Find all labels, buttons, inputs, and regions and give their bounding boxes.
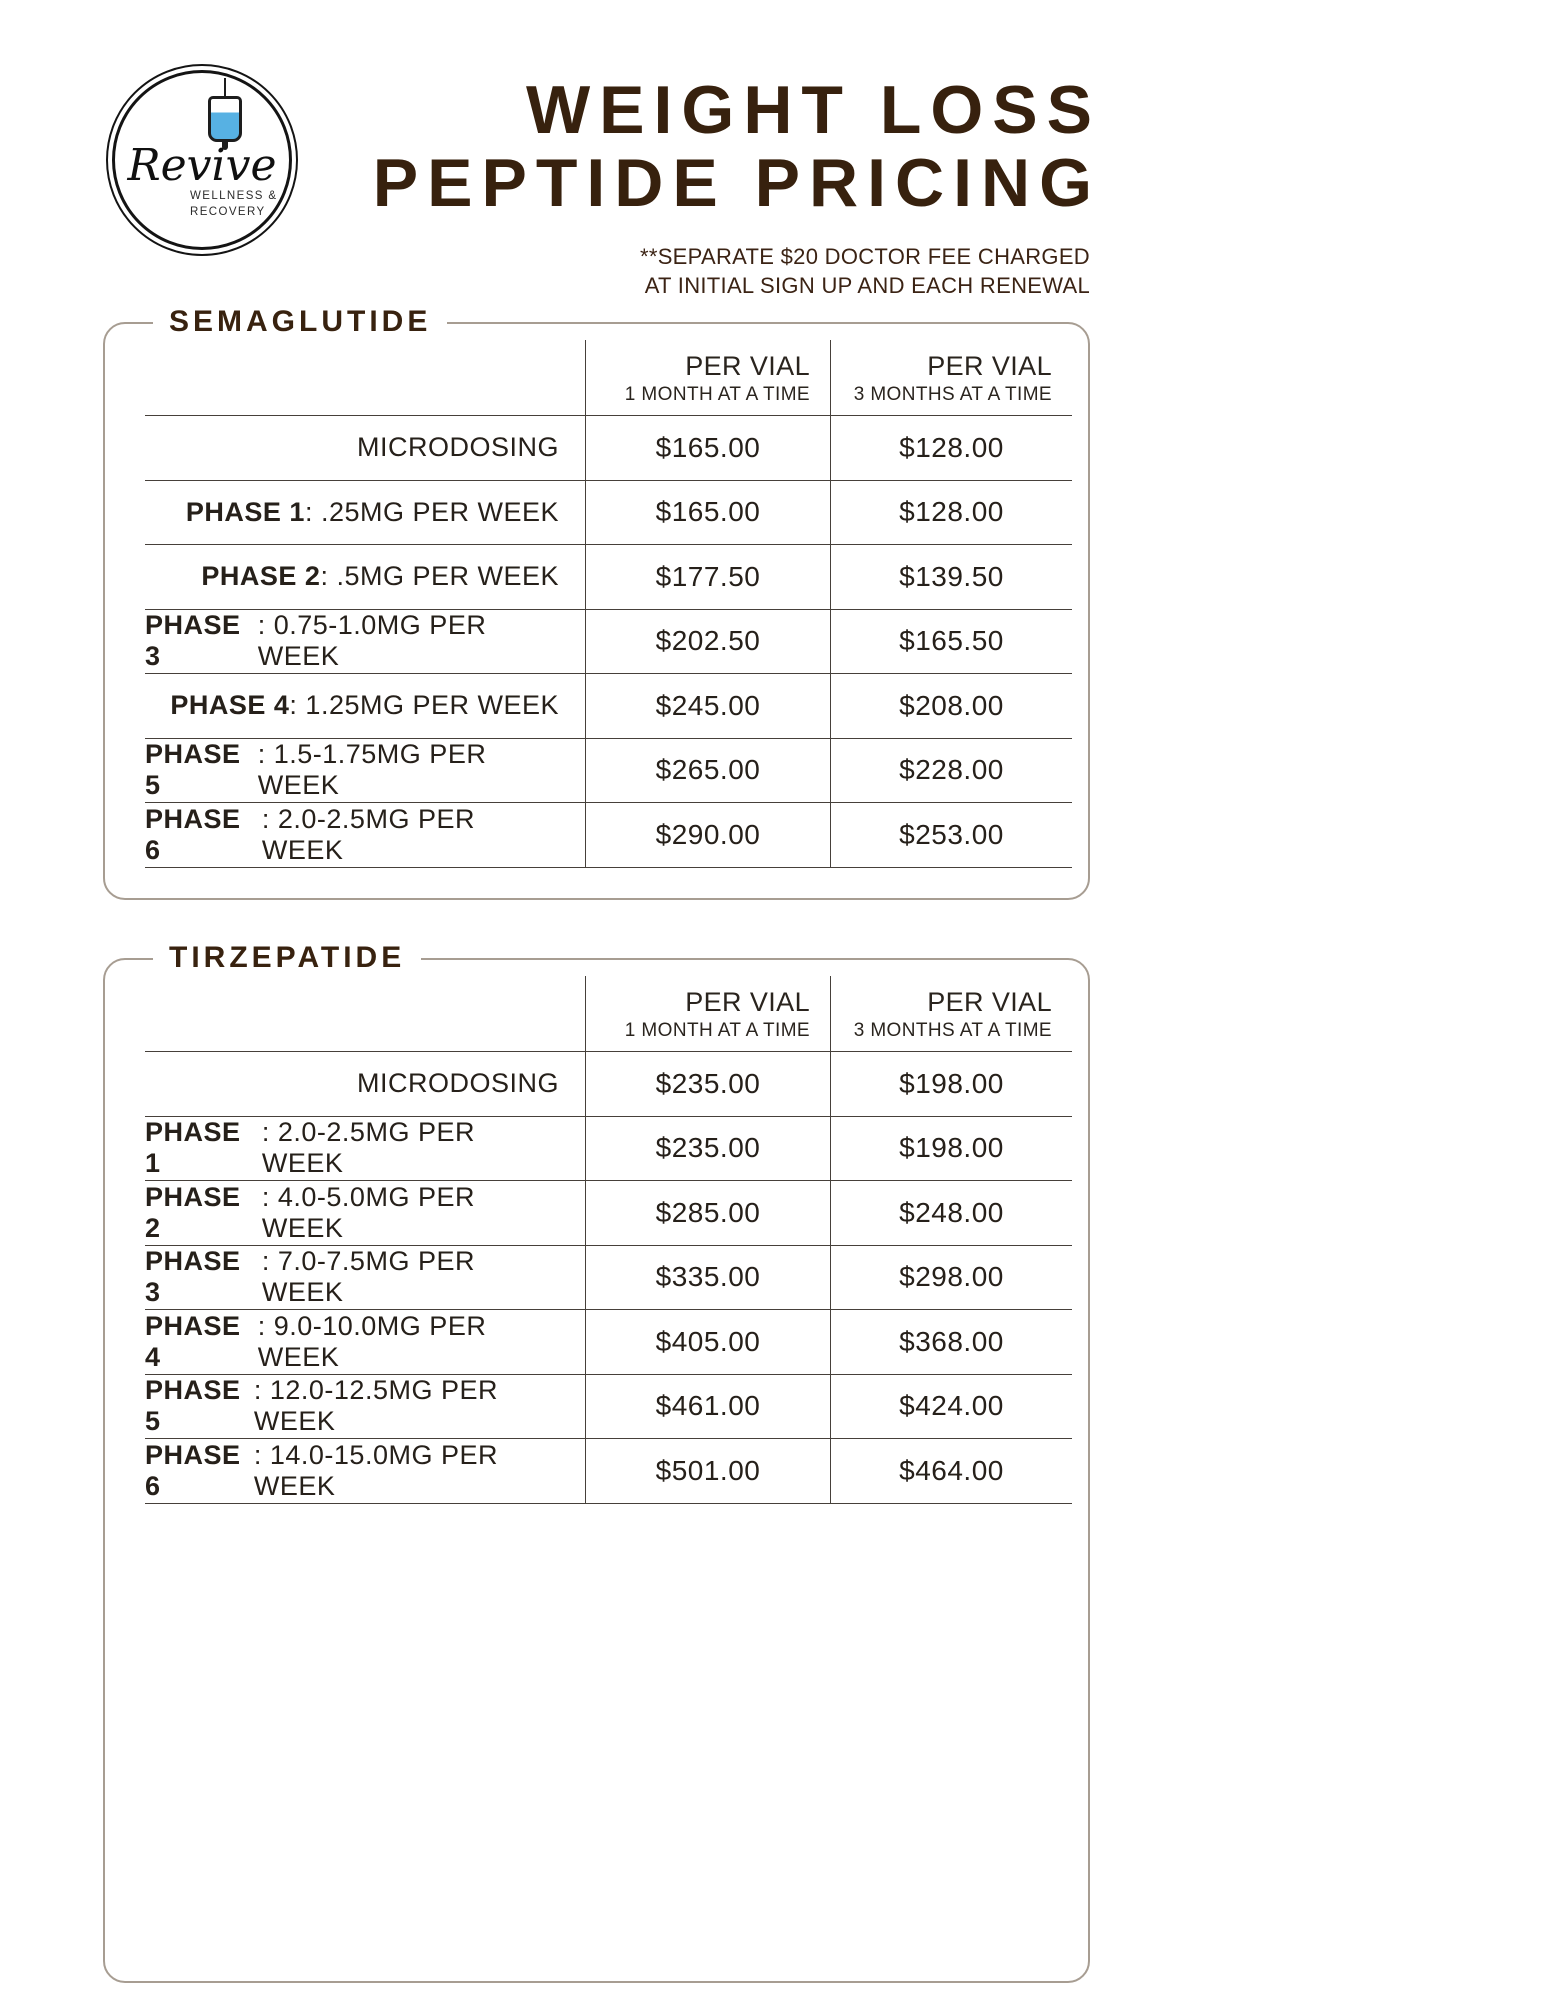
price-1-month: $501.00 bbox=[585, 1439, 830, 1504]
dose-label: : 9.0-10.0MG PER WEEK bbox=[257, 1310, 487, 1372]
logo-subtitle-line2: RECOVERY bbox=[190, 206, 266, 219]
dose-label: : 7.0-7.5MG PER WEEK bbox=[261, 1246, 475, 1308]
semaglutide-section bbox=[103, 305, 1090, 900]
doctor-fee-note-line2: AT INITIAL SIGN UP AND EACH RENEWAL bbox=[644, 273, 1090, 299]
phase-label: PHASE 2 bbox=[201, 561, 321, 592]
one-month-label: 1 MONTH AT A TIME bbox=[624, 384, 810, 405]
dose-label: : 1.5-1.75MG PER WEEK bbox=[257, 739, 487, 801]
dose-label: : 0.75-1.0MG PER WEEK bbox=[257, 610, 487, 672]
section-title-semaglutide: SEMAGLUTIDE bbox=[153, 303, 447, 341]
header-blank-cell bbox=[145, 976, 585, 1052]
price-1-month: $335.00 bbox=[585, 1246, 830, 1311]
row-label bbox=[145, 545, 585, 610]
page-title-line2: PEPTIDE PRICING bbox=[372, 145, 1101, 222]
price-3-months: $298.00 bbox=[830, 1246, 1072, 1311]
iv-drip-line bbox=[224, 78, 226, 98]
row-label bbox=[145, 1310, 585, 1375]
logo-subtitle-line1: WELLNESS & bbox=[190, 190, 278, 202]
phase-label: PHASE 6 bbox=[145, 803, 241, 865]
price-1-month: $235.00 bbox=[585, 1117, 830, 1182]
phase-label: PHASE 3 bbox=[145, 610, 241, 672]
dose-label: : .5MG PER WEEK bbox=[320, 561, 559, 592]
header-per-vial-1-month bbox=[585, 340, 830, 416]
per-vial-label: PER VIAL bbox=[685, 351, 810, 381]
doctor-fee-note bbox=[640, 242, 1090, 300]
header-per-vial-3-months bbox=[830, 976, 1072, 1052]
price-1-month: $290.00 bbox=[585, 803, 830, 868]
logo-wordmark: Revive bbox=[127, 140, 277, 191]
dose-label: : .25MG PER WEEK bbox=[304, 496, 559, 527]
row-label bbox=[145, 1439, 585, 1504]
price-3-months: $165.50 bbox=[830, 610, 1072, 675]
price-1-month: $265.00 bbox=[585, 739, 830, 804]
phase-label: PHASE 1 bbox=[185, 496, 305, 527]
row-label bbox=[145, 416, 585, 481]
dose-label: : 4.0-5.0MG PER WEEK bbox=[261, 1181, 475, 1243]
price-1-month: $165.00 bbox=[585, 416, 830, 481]
header-per-vial-3-months bbox=[830, 340, 1072, 416]
dose-label: : 2.0-2.5MG PER WEEK bbox=[261, 1117, 475, 1179]
dose-label: MICRODOSING bbox=[356, 1068, 559, 1099]
price-3-months: $248.00 bbox=[830, 1181, 1072, 1246]
one-month-label: 1 MONTH AT A TIME bbox=[624, 1020, 810, 1041]
tirzepatide-section bbox=[103, 941, 1090, 1983]
row-label bbox=[145, 674, 585, 739]
price-1-month: $177.50 bbox=[585, 545, 830, 610]
row-label bbox=[145, 610, 585, 675]
header-per-vial-1-month bbox=[585, 976, 830, 1052]
section-title-tirzepatide: TIRZEPATIDE bbox=[153, 939, 421, 977]
three-months-label: 3 MONTHS AT A TIME bbox=[853, 384, 1052, 405]
phase-label: PHASE 1 bbox=[145, 1117, 241, 1179]
phase-label: PHASE 4 bbox=[145, 1310, 241, 1372]
price-1-month: $245.00 bbox=[585, 674, 830, 739]
row-label bbox=[145, 803, 585, 868]
row-label bbox=[145, 481, 585, 546]
phase-label: PHASE 6 bbox=[145, 1439, 241, 1501]
row-label bbox=[145, 739, 585, 804]
dose-label: : 12.0-12.5MG PER WEEK bbox=[253, 1375, 498, 1437]
row-label bbox=[145, 1375, 585, 1440]
price-3-months: $128.00 bbox=[830, 481, 1072, 546]
price-1-month: $461.00 bbox=[585, 1375, 830, 1440]
per-vial-label: PER VIAL bbox=[927, 987, 1052, 1017]
phase-label: PHASE 3 bbox=[145, 1246, 241, 1308]
price-3-months: $198.00 bbox=[830, 1117, 1072, 1182]
logo-subtitle bbox=[190, 188, 278, 220]
price-3-months: $198.00 bbox=[830, 1052, 1072, 1117]
price-3-months: $253.00 bbox=[830, 803, 1072, 868]
price-1-month: $405.00 bbox=[585, 1310, 830, 1375]
page-title bbox=[373, 74, 1101, 221]
price-3-months: $139.50 bbox=[830, 545, 1072, 610]
dose-label: : 14.0-15.0MG PER WEEK bbox=[253, 1439, 498, 1501]
revive-logo bbox=[106, 64, 298, 256]
row-label bbox=[145, 1117, 585, 1182]
row-label bbox=[145, 1181, 585, 1246]
price-3-months: $424.00 bbox=[830, 1375, 1072, 1440]
phase-label: PHASE 2 bbox=[145, 1181, 241, 1243]
dose-label: : 2.0-2.5MG PER WEEK bbox=[261, 803, 475, 865]
semaglutide-table bbox=[145, 340, 1072, 868]
phase-label: PHASE 5 bbox=[145, 1375, 241, 1437]
per-vial-label: PER VIAL bbox=[685, 987, 810, 1017]
row-label bbox=[145, 1052, 585, 1117]
iv-bag-icon bbox=[208, 96, 242, 142]
row-label bbox=[145, 1246, 585, 1311]
per-vial-label: PER VIAL bbox=[927, 351, 1052, 381]
dose-label: MICRODOSING bbox=[356, 432, 559, 463]
dose-label: : 1.25MG PER WEEK bbox=[289, 690, 559, 721]
price-3-months: $208.00 bbox=[830, 674, 1072, 739]
price-3-months: $228.00 bbox=[830, 739, 1072, 804]
phase-label: PHASE 4 bbox=[170, 690, 290, 721]
tirzepatide-table bbox=[145, 976, 1072, 1504]
price-3-months: $368.00 bbox=[830, 1310, 1072, 1375]
price-1-month: $202.50 bbox=[585, 610, 830, 675]
price-3-months: $128.00 bbox=[830, 416, 1072, 481]
price-1-month: $285.00 bbox=[585, 1181, 830, 1246]
phase-label: PHASE 5 bbox=[145, 739, 241, 801]
header-blank-cell bbox=[145, 340, 585, 416]
price-1-month: $165.00 bbox=[585, 481, 830, 546]
page-title-line1: WEIGHT LOSS bbox=[526, 72, 1101, 148]
three-months-label: 3 MONTHS AT A TIME bbox=[853, 1020, 1052, 1041]
price-1-month: $235.00 bbox=[585, 1052, 830, 1117]
doctor-fee-note-line1: **SEPARATE $20 DOCTOR FEE CHARGED bbox=[639, 244, 1090, 269]
price-3-months: $464.00 bbox=[830, 1439, 1072, 1504]
